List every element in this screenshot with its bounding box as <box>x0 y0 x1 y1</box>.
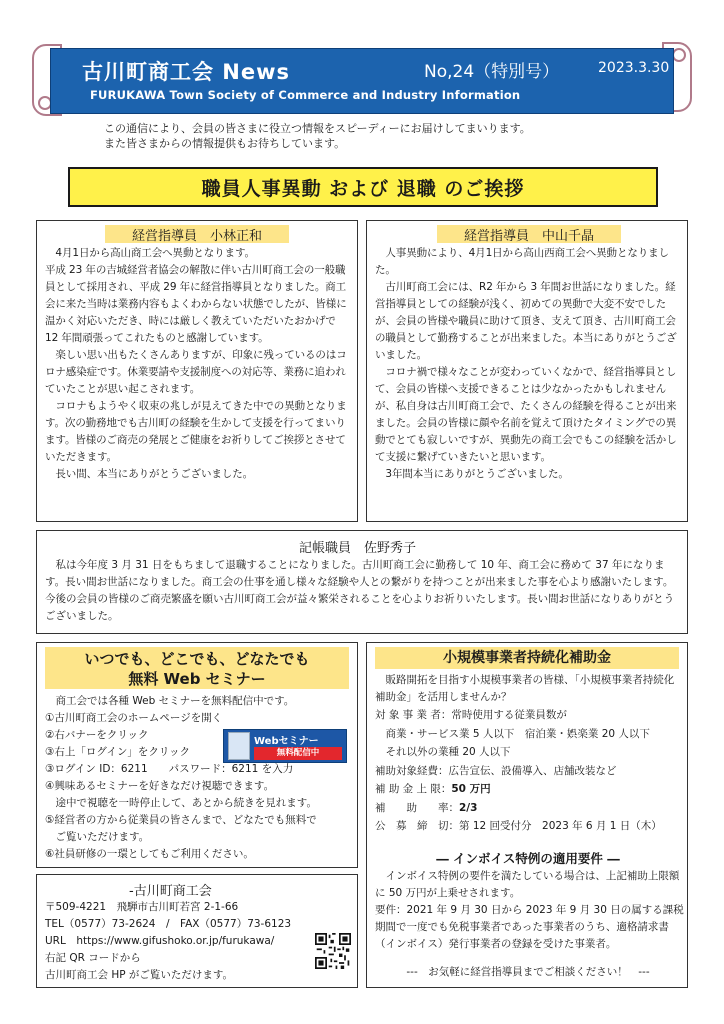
paragraph: 古川町商工会には、R2 年から 3 年間お世話になりました。経営指導員としての経験が浅く、初めての異動で大変不安でしたが、会員の皆様や職員に助けて頂き、支えて頂き、古川町商工会の職員として勤務することが出来ました。本当にありがとうございました。 <box>375 281 677 361</box>
banner-text: Webセミナー <box>254 736 319 747</box>
web-seminar-title-line2: 無料 Web セミナー <box>128 670 266 688</box>
intro-line: また皆さまからの情報提供もお待ちしています。 <box>104 137 346 150</box>
website-link[interactable]: URL https://www.gifushoko.or.jp/furukawa/ <box>45 935 275 947</box>
contact-section <box>36 874 358 988</box>
deadline-row <box>375 817 683 836</box>
step-line: ④興味あるセミナーを好きなだけ視聴できます。 <box>45 780 275 792</box>
expense-value: 広告宣伝、設備導入、店舗改装など <box>448 764 617 777</box>
phone-fax: TEL（0577）73-2624 / FAX（0577）73-6123 <box>45 918 292 930</box>
paragraph: コロナもようやく収束の兆しが見えてきた中での異動となります。次の勤務地でも古川町の経験を生かして支援を行ってまいります。皆様のご商売の発展とご健康をお祈りしてご挨拶とさせていただきます。 <box>45 400 347 463</box>
rate-value: 2/3 <box>459 801 478 814</box>
qr-note: 右記 QR コードから <box>45 952 141 964</box>
paragraph: コロナ禍で様々なことが変わっていくなかで、経営指導員として、会員の皆様へ支援できることは少なかったかもしれませんが、私自身は古川町商工会で、たくさんの経験を得ることが出来ました。会員の皆様に顔や名前を覚えて頂けたタイミングでの異動でとても寂しいですが、異動先の商工会でもこの経験を活かして支援に繋げていきたいと思います。 <box>375 366 677 463</box>
staff-message-sano <box>36 530 688 634</box>
staff-message-body: 私は今年度 3 月 31 日をもちまして退職することになりました。古川町商工会に勤務して 10 年、商工会に務めて 37 年になります。長い間お世話になりました。商工会の仕事を通し様々な経験や人との繋がりを持つことが出来ました事を心より感謝いたします。今後の会員の皆様のご商売繁盛を願い古川町商工会が益々繁栄されることを心よりお祈りいたします。長い間お世話になりありがとうございました。 <box>45 559 675 622</box>
newsletter-title: 古川町商工会 News <box>82 60 291 84</box>
step-line: 商工会では各種 Web セミナーを無料配信中です。 <box>45 695 295 707</box>
target-label: 対 象 事 業 者： <box>375 709 452 721</box>
limit-value: 50 万円 <box>451 783 491 795</box>
step-line: 途中で視聴を一時停止して、あとから続きを見れます。 <box>45 797 317 809</box>
deadline-label: 公 募 締 切： <box>375 820 459 832</box>
web-seminar-title <box>45 647 349 689</box>
step-line: ②右バナーをクリック <box>45 729 149 741</box>
free-badge: 無料配信中 <box>254 747 342 760</box>
issue-number: No,24（特別号） <box>424 62 560 82</box>
intro-text <box>104 121 664 151</box>
rate-row <box>375 799 683 818</box>
paragraph: 3年間本当にありがとうございました。 <box>375 468 569 480</box>
staff-message-body <box>375 245 681 483</box>
web-seminar-banner[interactable] <box>223 729 347 763</box>
staff-message-body <box>45 245 351 483</box>
subsidy-details <box>375 672 683 836</box>
qr-code-icon[interactable] <box>315 933 351 969</box>
expense-row <box>375 762 683 781</box>
web-seminar-title-line1: いつでも、どこでも、どなたでも <box>84 650 310 668</box>
limit-row <box>375 780 683 799</box>
subsidy-title: 小規模事業者持続化補助金 <box>375 647 679 669</box>
staff-message-kobayashi <box>36 220 358 522</box>
deadline-value: 第 12 回受付分 2023 年 6 月 1 日（木） <box>459 820 662 832</box>
paragraph: 4月1日から高山商工会へ異動となります。 <box>45 247 255 259</box>
expense-label: 補助対象経費： <box>375 764 449 777</box>
smartphone-icon <box>228 732 250 760</box>
paragraph: 楽しい思い出もたくさんありますが、印象に残っているのはコロナ感染症です。休業要請や支援制度への対応等、業務に追われていたことが思い起こされます。 <box>45 349 347 395</box>
step-line: ③右上「ログイン」をクリック <box>45 746 190 758</box>
staff-name: 経営指導員 小林正和 <box>105 225 289 243</box>
step-line: ①古川町商工会のホームページを開く <box>45 712 223 724</box>
target-row <box>375 706 683 725</box>
newsletter-subtitle: FURUKAWA Town Society of Commerce and Industry Information <box>90 88 521 102</box>
web-seminar-steps <box>45 693 351 863</box>
paragraph: 長い間、本当にありがとうございました。 <box>45 468 253 480</box>
invoice-requirement: 要件：2021 年 9 月 30 日から 2023 年 9 月 30 日の属する課税期間で一度でも免税事業者であった事業者のうち、適格請求書（インボイス）発行事業者の登録を受けた事業者。 <box>375 904 684 950</box>
paragraph: 平成 23 年の吉城経営者協会の解散に伴い古川町商工会の一般職員として採用され、平成 29 年に経営指導員となりました。商工会に来た当時は業務内容もよくわからない状態でしたが、皆様に温かく対応いただき、時には厳しく教えていただいたおかげで 12 年間頑張ってこれたものと感謝しています。 <box>45 264 347 344</box>
staff-name: 経営指導員 中山千晶 <box>437 225 621 243</box>
consult-note: --- お気軽に経営指導員までご相談ください！ --- <box>406 966 650 978</box>
qr-note: 古川町商工会 HP がご覧いただけます。 <box>45 969 234 981</box>
step-line: ③ログイン ID：6211 パスワード：6211 を入力 <box>45 763 294 775</box>
web-seminar-section <box>36 642 358 868</box>
target-detail: 商業・サービス業 5 人以下 宿泊業・娯楽業 20 人以下 <box>375 727 650 740</box>
invoice-text: インボイス特例の要件を満たしている場合は、上記補助上限額に 50 万円が上乗せされます。 <box>375 870 680 899</box>
target-detail: それ以外の業種 20 人以下 <box>375 746 511 758</box>
issue-date: 2023.3.30 <box>598 60 670 76</box>
address: 〒509-4221 飛騨市古川町若宮 2-1-66 <box>45 901 239 913</box>
invoice-details <box>375 868 685 953</box>
subsidy-section <box>366 642 688 988</box>
limit-label: 補 助 金 上 限： <box>375 783 452 795</box>
invoice-title: ― インボイス特例の適用要件 ― <box>436 851 620 866</box>
step-line: ⑤経営者の方から従業員の皆さんまで、どなたでも無料で <box>45 814 317 826</box>
subsidy-intro: 販路開拓を目指す小規模事業者の皆様、「小規模事業者持続化補助金」を活用しませんか？ <box>375 674 675 703</box>
step-line: ご覧いただけます。 <box>45 831 150 843</box>
rate-label: 補 助 率： <box>375 801 459 814</box>
target-value: 常時使用する従業員数が <box>451 709 567 721</box>
header-banner <box>32 42 692 118</box>
step-line: ⑥社員研修の一環としてもご利用ください。 <box>45 848 254 860</box>
staff-message-nakayama <box>366 220 688 522</box>
organization-name: -古川町商工会 <box>129 884 212 899</box>
headline-banner: 職員人事異動 および 退職 のご挨拶 <box>68 167 658 207</box>
paragraph: 人事異動により、4月1日から高山西商工会へ異動となりました。 <box>375 247 669 276</box>
staff-name: 記帳職員 佐野秀子 <box>299 541 417 556</box>
contact-details <box>45 899 345 984</box>
intro-line: この通信により、会員の皆さまに役立つ情報をスピーディーにお届けしてまいります。 <box>104 122 531 135</box>
